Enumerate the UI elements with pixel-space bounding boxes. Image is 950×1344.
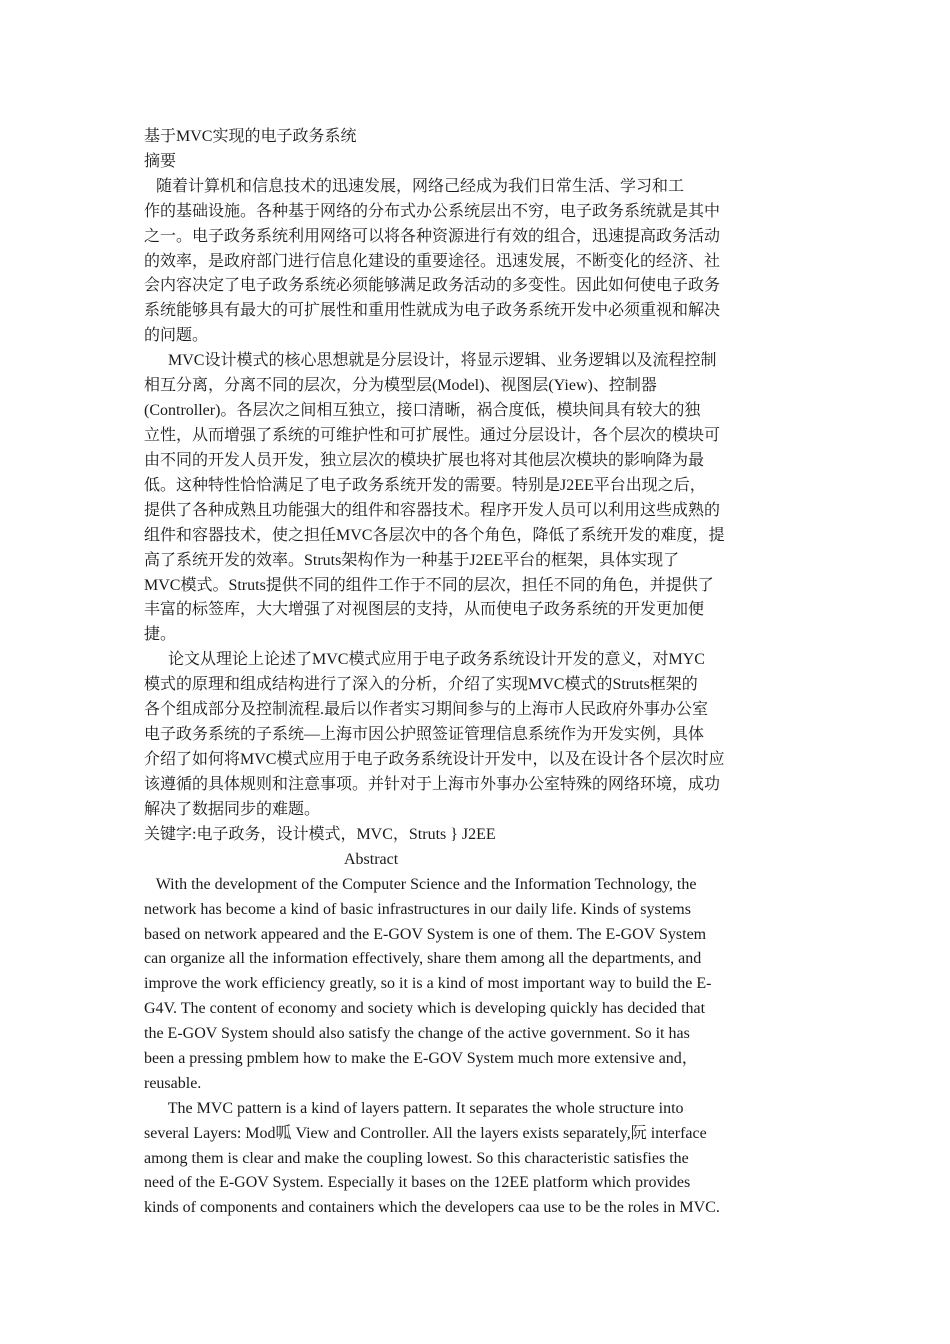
- text-line: need of the E-GOV System. Especially it bases on the 12EE platform which provides: [144, 1174, 691, 1191]
- text-line: reusable.: [144, 1075, 202, 1092]
- text-line: MVC模式。Struts提供不同的组件工作于不同的层次，担任不同的角色，并提供了: [144, 577, 714, 594]
- text-line: 作的基础设施。各种基于网络的分布式办公系统层出不穷，电子政务系统就是其中: [144, 203, 721, 220]
- text-line: 丰富的标签库，大大增强了对视图层的支持，从而使电子政务系统的开发更加便: [144, 601, 705, 618]
- text-line: based on network appeared and the E-GOV System is one of them. The E-GOV System: [144, 926, 707, 943]
- text-line: 系统能够具有最大的可扩展性和重用性就成为电子政务系统开发中必须重视和解决: [144, 302, 721, 319]
- keywords-line: 关键字:电子政务，设计模式，MVC，Struts } J2EE: [144, 826, 496, 843]
- text-line: 介绍了如何将MVC模式应用于电子政务系统设计开发中，以及在设计各个层次时应: [144, 751, 725, 768]
- abstract-en-heading: Abstract: [344, 851, 399, 868]
- text-line: the E-GOV System should also satisfy the change of the active government. So it has: [144, 1025, 690, 1042]
- text-line: network has become a kind of basic infrastructures in our daily life. Kinds of systems: [144, 901, 691, 918]
- text-line: G4V. The content of economy and society which is developing quickly has decided that: [144, 1000, 706, 1017]
- text-line: kinds of components and containers which the developers caa use to be the roles in MVC.: [144, 1199, 720, 1216]
- text-line: 捷。: [144, 626, 177, 643]
- text-line: 的效率，是政府部门进行信息化建设的重要途径。迅速发展，不断变化的经济、社: [144, 253, 721, 270]
- document-title: 基于MVC实现的电子政务系统: [144, 128, 357, 145]
- text-line: among them is clear and make the coupling lowest. So this characteristic satisfies the: [144, 1150, 689, 1167]
- text-line: 的问题。: [144, 327, 209, 344]
- text-line: improve the work efficiency greatly, so it is a kind of most important way to build the E-: [144, 975, 712, 992]
- text-line: several Layers: Mod呱 View and Controller. All the layers exists separately,阮 interface: [144, 1125, 707, 1142]
- text-line: (Controller)。各层次之间相互独立，接口清晰，祸合度低，模块间具有较大的独: [144, 402, 701, 419]
- text-line: The MVC pattern is a kind of layers pattern. It separates the whole structure into: [144, 1100, 684, 1117]
- text-line: been a pressing pmblem how to make the E-GOV System much more extensive and，: [144, 1050, 698, 1067]
- text-line: 由不同的开发人员开发，独立层次的模块扩展也将对其他层次模块的影响降为最: [144, 452, 705, 469]
- text-line: MVC设计模式的核心思想就是分层设计，将显示逻辑、业务逻辑以及流程控制: [144, 352, 717, 369]
- text-line: can organize all the information effectively, share them among all the departments, and: [144, 950, 702, 967]
- text-line: 提供了各种成熟且功能强大的组件和容器技术。程序开发人员可以利用这些成熟的: [144, 502, 721, 519]
- text-line: 会内容决定了电子政务系统必须能够满足政务活动的多变性。因此如何使电子政务: [144, 277, 721, 294]
- text-line: 各个组成部分及控制流程.最后以作者实习期间参与的上海市人民政府外事办公室: [144, 701, 709, 718]
- abstract-cn-heading: 摘要: [144, 153, 177, 170]
- text-line: 相互分离，分离不同的层次，分为模型层(Model)、视图层(Yiew)、控制器: [144, 377, 657, 394]
- text-line: 之一。电子政务系统利用网络可以将各种资源进行有效的组合，迅速提高政务活动: [144, 228, 721, 245]
- text-line: 低。这种特性恰恰满足了电子政务系统开发的需要。特别是J2EE平台出现之后，: [144, 477, 706, 494]
- text-line: 解决了数据同步的难题。: [144, 801, 321, 818]
- text-line: With the development of the Computer Science and the Information Technology, the: [144, 876, 697, 893]
- text-line: 该遵循的具体规则和注意事项。并针对于上海市外事办公室特殊的网络环境，成功: [144, 776, 721, 793]
- text-line: 电子政务系统的子系统—上海市因公护照签证管理信息系统作为开发实例，具体: [144, 726, 705, 743]
- text-line: 立性，从而增强了系统的可维护性和可扩展性。通过分层设计，各个层次的模块可: [144, 427, 721, 444]
- text-line: 高了系统开发的效率。Struts架构作为一种基于J2EE平台的框架，具体实现了: [144, 552, 680, 569]
- text-line: 随着计算机和信息技术的迅速发展，网络己经成为我们日常生活、学习和工: [144, 178, 685, 195]
- text-line: 组件和容器技术，使之担任MVC各层次中的各个角色，降低了系统开发的难度，提: [144, 527, 725, 544]
- text-line: 论文从理论上论述了MVC模式应用于电子政务系统设计开发的意义，对MYC: [144, 651, 705, 668]
- text-line: 模式的原理和组成结构进行了深入的分析，介绍了实现MVC模式的Struts框架的: [144, 676, 698, 693]
